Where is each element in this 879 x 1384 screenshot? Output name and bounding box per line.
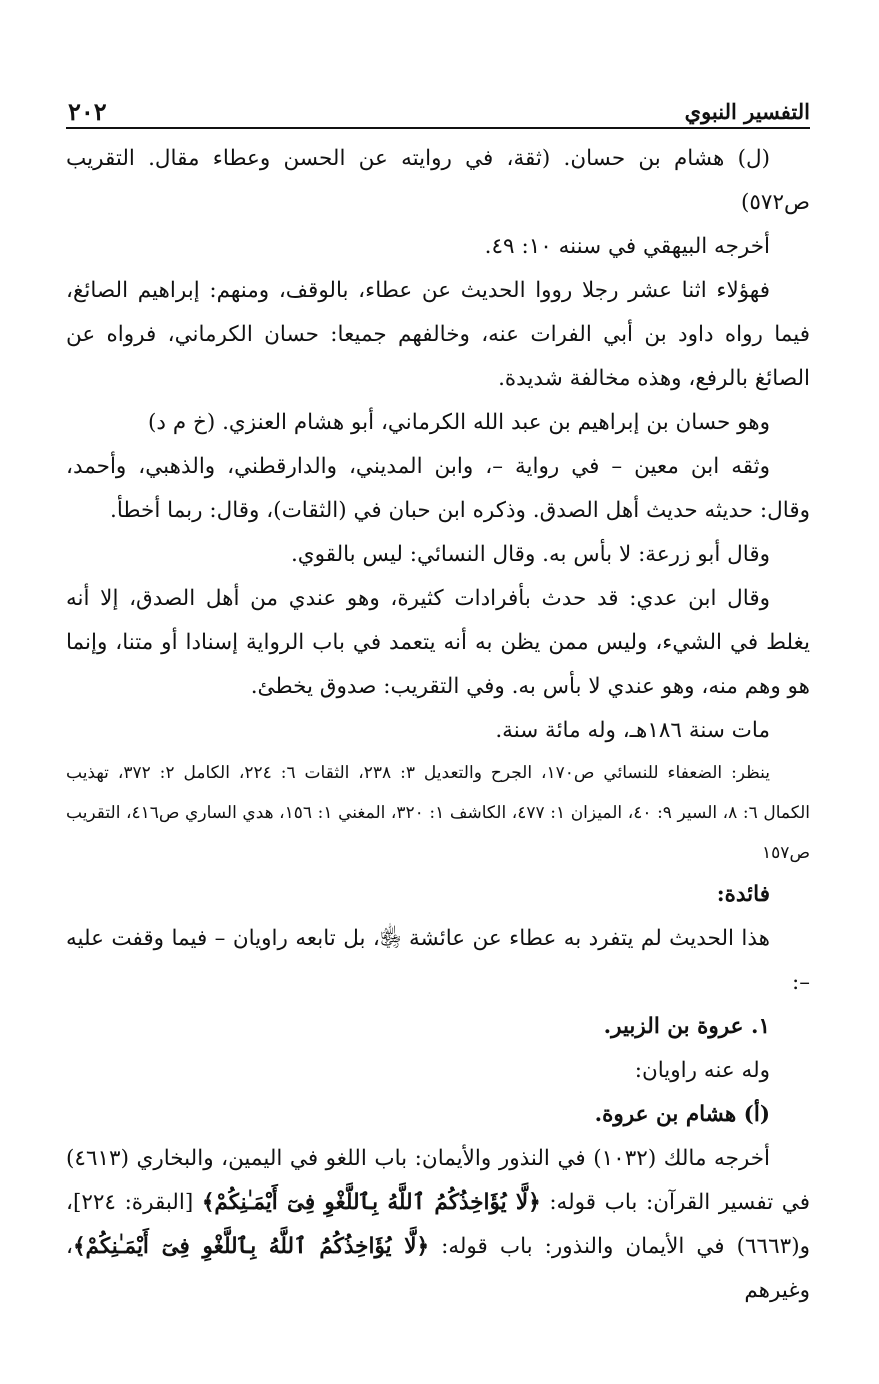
paragraph: وثقه ابن معين – في رواية –، وابن المديني، والدارقطني، والذهبي، وأحمد، وقال: حديثه حديث أهل الصدق. وذكره ابن حبان في (الثقات)، وقال: ربما أخطأ. bbox=[66, 454, 810, 523]
faida-heading: فائدة: bbox=[716, 882, 770, 907]
takhrij-paragraph bbox=[66, 1137, 810, 1313]
paragraph: (ل) هشام بن حسان. (ثقة، في روايته عن الحسن وعطاء مقال. التقريب ص٥٧٢) bbox=[66, 146, 810, 215]
paragraph: هذا الحديث لم يتفرد به عطاء عن عائشة ﵂، بل تابعه راويان – فيما وقفت عليه –: bbox=[66, 926, 810, 995]
quran-verse: ﴿لَّا يُؤَاخِذُكُمُ ٱللَّهُ بِٱللَّغْوِ فِىٓ أَيْمَـٰنِكُمْ﴾ bbox=[201, 1190, 541, 1215]
takhrij-text: أخرجه مالك (١٠٣٢) في النذور والأيمان: باب اللغو في اليمين، والبخاري (٤٦١٣) في تفسير القرآن: باب قوله: bbox=[66, 1146, 810, 1215]
paragraph: فهؤلاء اثنا عشر رجلا رووا الحديث عن عطاء، بالوقف، ومنهم: إبراهيم الصائغ، فيما رواه داود بن أبي الفرات عنه، وخالفهم جميعا: حسان الكرماني، فرواه عن الصائغ بالرفع، وهذه مخالفة شديدة. bbox=[66, 278, 810, 391]
page-body bbox=[66, 129, 810, 1313]
paragraph: وقال أبو زرعة: لا بأس به. وقال النسائي: ليس بالقوي. bbox=[290, 542, 770, 567]
paragraph: أخرجه البيهقي في سننه ١٠: ٤٩. bbox=[484, 234, 770, 259]
takhrij-text: [البقرة: ٢٢٤]، و(٦٦٦٣) في الأيمان والنذور: باب قوله: bbox=[66, 1190, 810, 1259]
takhrij-text: ، وغيرهم bbox=[66, 1234, 810, 1303]
list-item: (أ) هشام بن عروة. bbox=[594, 1102, 770, 1127]
references: ينظر: الضعفاء للنسائي ص١٧٠، الجرح والتعديل ٣: ٢٣٨، الثقات ٦: ٢٢٤، الكامل ٢: ٣٧٢، تهذيب الكمال ٦: ٨، السير ٩: ٤٠، الميزان ١: ٤٧٧، الكاشف ١: ٣٢٠، المغني ١: ١٥٦، هدي الساري ص٤١٦، التقريب ص١٥٧ bbox=[66, 763, 810, 863]
page-number: ٢٠٢ bbox=[68, 97, 107, 126]
book-page bbox=[66, 95, 810, 1313]
list-item: ١. عروة بن الزبير. bbox=[603, 1014, 770, 1039]
quran-verse: ﴿لَّا يُؤَاخِذُكُمُ ٱللَّهُ بِٱللَّغْوِ فِىٓ أَيْمَـٰنِكُمْ﴾ bbox=[72, 1234, 430, 1259]
book-title: التفسير النبوي bbox=[684, 99, 810, 124]
paragraph: مات سنة ١٨٦هـ، وله مائة سنة. bbox=[495, 718, 770, 743]
paragraph: وله عنه راويان: bbox=[634, 1058, 770, 1083]
paragraph: وقال ابن عدي: قد حدث بأفرادات كثيرة، وهو عندي من أهل الصدق، إلا أنه يغلط في الشيء، وليس ممن يظن به أنه يتعمد في باب الرواية إسنادا أو متنا، وإنما هو وهم منه، وهو عندي لا بأس به. وفي التقريب: صدوق يخطئ. bbox=[66, 586, 810, 699]
page-header bbox=[66, 95, 810, 129]
paragraph: وهو حسان بن إبراهيم بن عبد الله الكرماني، أبو هشام العنزي. (خ م د) bbox=[148, 410, 770, 435]
